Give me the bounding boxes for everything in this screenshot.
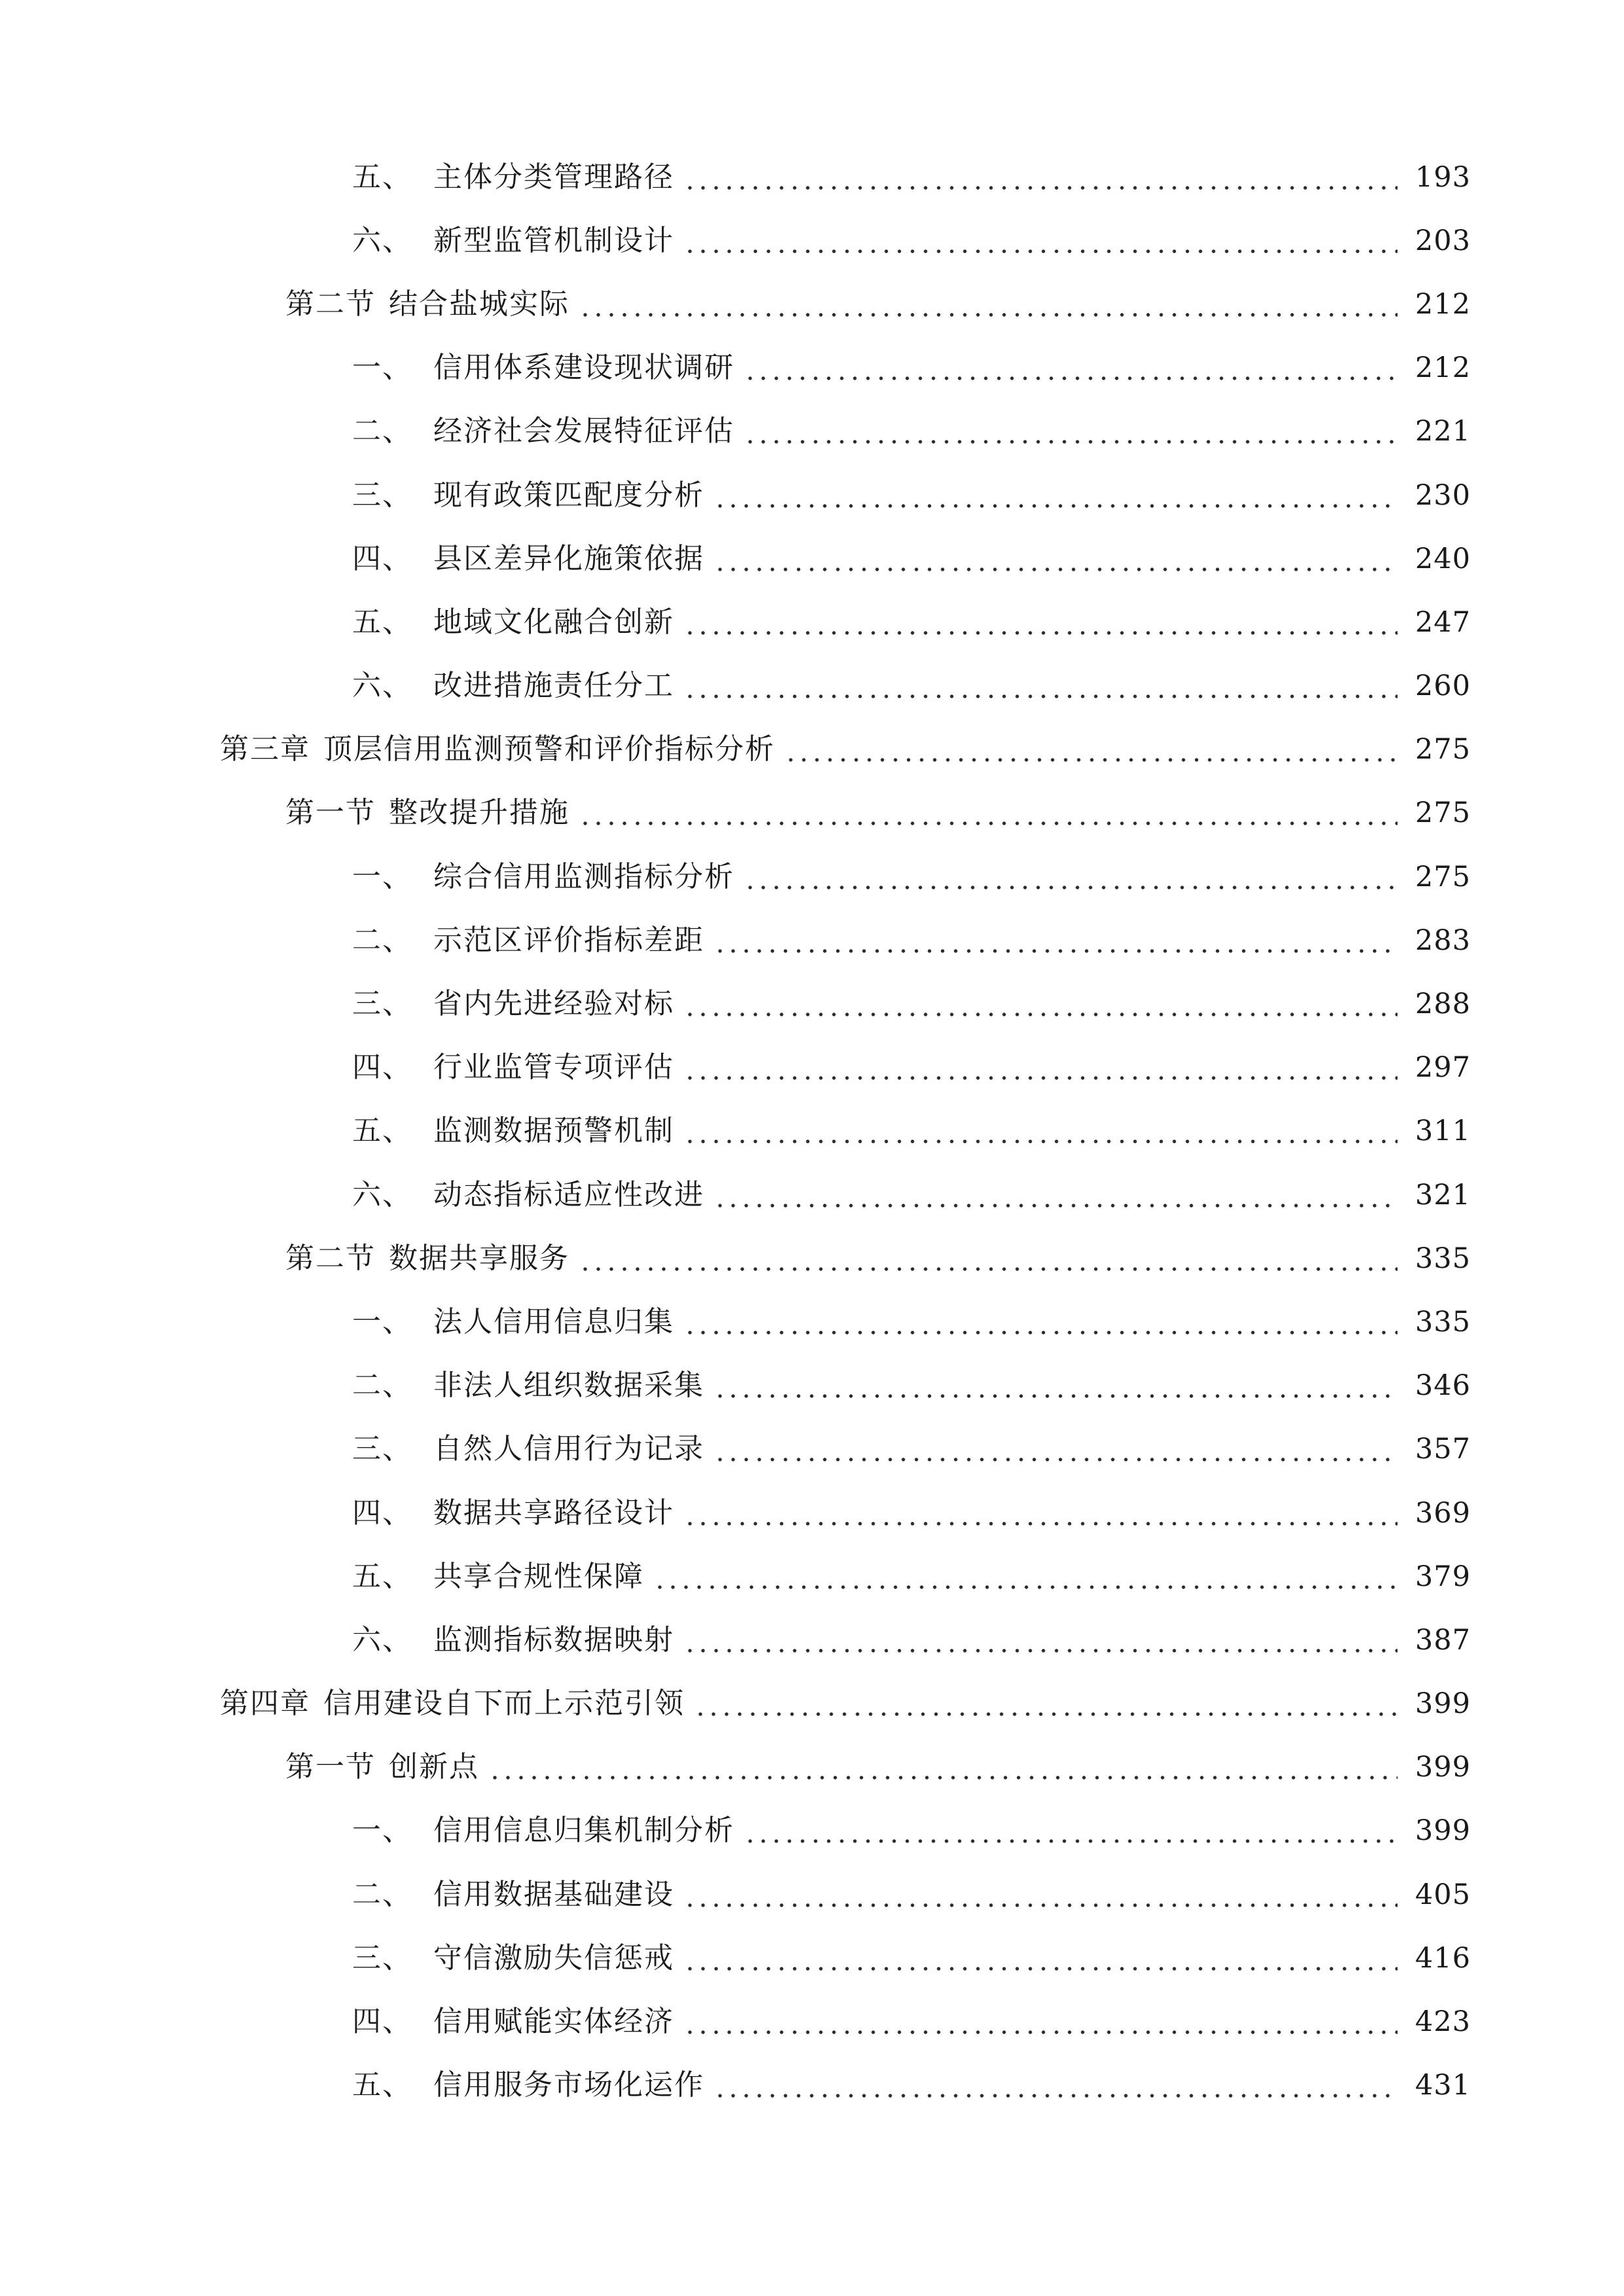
toc-entry-number: 第二节 [285,287,376,321]
toc-entry-title: 自然人信用行为记录 [433,1432,704,1466]
toc-dot-leader [683,158,1398,197]
toc-entry-label [352,1557,644,1596]
toc-dot-leader [744,857,1398,897]
toc-entry-label [352,2002,674,2041]
toc-entry-number: 三、 [352,987,412,1021]
toc-entry-number: 第二节 [285,1241,376,1275]
toc-entry-title: 非法人组织数据采集 [433,1369,704,1403]
toc-page-number: 379 [1415,1560,1471,1593]
toc-entry[interactable] [0,400,1624,463]
toc-dot-leader [579,1239,1398,1278]
toc-entry[interactable] [0,1227,1624,1290]
toc-entry-title: 监测指标数据映射 [433,1623,674,1657]
toc-entry[interactable] [0,463,1624,527]
toc-entry-label [352,857,734,897]
toc-entry-number: 四、 [352,1496,412,1530]
toc-entry-label [352,984,674,1024]
toc-entry[interactable] [0,1863,1624,1926]
toc-entry[interactable] [0,527,1624,590]
toc-entry-title: 地域文化融合创新 [433,605,674,639]
toc-entry-number: 第三章 [220,732,310,766]
toc-page-number: 399 [1415,1687,1471,1721]
toc-entry-title: 动态指标适应性改进 [433,1177,704,1211]
toc-entry-label [352,1048,674,1087]
toc-entry-title: 县区差异化施策依据 [433,541,704,575]
toc-entry[interactable] [0,1990,1624,2053]
toc-entry[interactable] [0,1036,1624,1100]
toc-dot-leader [683,1939,1398,1978]
toc-entry-number: 第四章 [220,1687,310,1721]
toc-entry[interactable] [0,845,1624,908]
toc-entry-number: 六、 [352,1623,412,1657]
toc-dot-leader [683,984,1398,1024]
toc-entry-label [352,158,674,197]
toc-entry-title: 经济社会发展特征评估 [433,414,734,448]
toc-entry-label [220,730,775,769]
toc-entry-label [352,2066,704,2105]
toc-dot-leader [713,1429,1398,1469]
toc-entry[interactable] [0,1163,1624,1227]
toc-entry-label [352,1429,704,1469]
toc-entry[interactable] [0,336,1624,400]
toc-entry-label [352,1111,674,1151]
toc-page-number: 357 [1415,1433,1471,1466]
toc-entry[interactable] [0,655,1624,718]
toc-entry-title: 监测数据预警机制 [433,1114,674,1148]
toc-dot-leader [683,1621,1398,1660]
toc-page-number: 387 [1415,1623,1471,1657]
toc-entry-title: 法人信用信息归集 [433,1304,674,1338]
toc-entry[interactable] [0,908,1624,972]
toc-entry-title: 结合盐城实际 [389,287,569,321]
toc-entry[interactable] [0,1354,1624,1418]
toc-entry[interactable] [0,972,1624,1035]
toc-entry-label [285,1748,479,1787]
toc-entry-label [285,285,569,324]
toc-entry-title: 现有政策匹配度分析 [433,478,704,512]
toc-dot-leader [744,1811,1398,1850]
toc-page-number: 346 [1415,1369,1471,1403]
toc-entry-number: 一、 [352,1304,412,1338]
toc-entry-title: 信用服务市场化运作 [433,2068,704,2102]
toc-page-number: 230 [1415,478,1471,512]
toc-page-number: 423 [1415,2005,1471,2039]
toc-entry-number: 三、 [352,1432,412,1466]
toc-entry-number: 二、 [352,1369,412,1403]
toc-dot-leader [683,1494,1398,1533]
toc-dot-leader [579,793,1398,833]
toc-entry-title: 信用赋能实体经济 [433,2005,674,2039]
toc-entry-title: 整改提升措施 [389,796,569,830]
toc-entry-title: 顶层信用监测预警和评价指标分析 [323,732,775,766]
toc-entry-title: 新型监管机制设计 [433,223,674,257]
toc-entry-number: 二、 [352,414,412,448]
toc-entry-label [352,1875,674,1914]
toc-dot-leader [694,1684,1398,1723]
toc-entry-title: 示范区评价指标差距 [433,923,704,957]
toc-entry[interactable] [0,1290,1624,1354]
toc-page-number: 321 [1415,1178,1471,1211]
toc-dot-leader [653,1557,1398,1596]
toc-entry-label [352,221,674,260]
toc-entry-number: 四、 [352,541,412,575]
toc-dot-leader [683,666,1398,706]
toc-page-number: 335 [1415,1305,1471,1338]
toc-entry-title: 改进措施责任分工 [433,669,674,703]
toc-entry-label [285,793,569,833]
toc-page-number: 212 [1415,287,1471,321]
toc-page-number: 399 [1415,1751,1471,1784]
toc-page-number: 193 [1415,160,1471,194]
toc-entry-title: 信用数据基础建设 [433,1877,674,1911]
toc-page-number: 221 [1415,415,1471,448]
toc-page-number: 240 [1415,542,1471,575]
toc-entry-number: 三、 [352,1941,412,1975]
toc-entry-label [352,476,704,515]
toc-dot-leader [713,539,1398,579]
toc-page-number: 275 [1415,733,1471,766]
toc-page-number: 275 [1415,860,1471,893]
toc-entry-title: 省内先进经验对标 [433,987,674,1021]
toc-dot-leader [683,221,1398,260]
toc-entry[interactable] [0,781,1624,845]
toc-dot-leader [683,1302,1398,1342]
toc-dot-leader [683,1111,1398,1151]
toc-dot-leader [683,1875,1398,1914]
toc-entry-label [352,666,674,706]
toc-entry[interactable] [0,145,1624,209]
toc-entry-label [352,348,734,387]
toc-entry-number: 五、 [352,2068,412,2102]
toc-entry-label [352,921,704,960]
toc-page-number: 399 [1415,1814,1471,1848]
toc-page-number: 260 [1415,670,1471,703]
toc-entry-label [352,1494,674,1533]
toc-entry-label [352,1811,734,1850]
toc-entry-label [220,1684,685,1723]
toc-entry-number: 二、 [352,1877,412,1911]
toc-entry-title: 共享合规性保障 [433,1559,644,1593]
toc-dot-leader [713,1175,1398,1215]
toc-entry-label [352,412,734,451]
toc-entry[interactable] [0,272,1624,336]
toc-entry-label [285,1239,569,1278]
toc-entry-title: 信用信息归集机制分析 [433,1814,734,1848]
toc-entry-title: 主体分类管理路径 [433,160,674,194]
toc-entry[interactable] [0,1608,1624,1672]
toc-entry-label [352,603,674,642]
toc-page-number: 283 [1415,924,1471,957]
toc-dot-leader [713,921,1398,960]
toc-entry-title: 创新点 [389,1750,479,1784]
toc-entry-title: 信用建设自下而上示范引领 [323,1687,685,1721]
toc-entry[interactable] [0,590,1624,654]
toc-dot-leader [683,2002,1398,2041]
toc-entry[interactable] [0,1926,1624,1990]
toc-page-number: 288 [1415,988,1471,1021]
toc-entry[interactable] [0,1100,1624,1163]
toc-dot-leader [488,1748,1398,1787]
toc-entry-label [352,539,704,579]
toc-entry-title: 守信激励失信惩戒 [433,1941,674,1975]
toc-page-number: 212 [1415,351,1471,385]
toc-entry[interactable] [0,718,1624,781]
toc-entry-number: 一、 [352,1814,412,1848]
toc-dot-leader [683,1048,1398,1087]
toc-entry-number: 第一节 [285,796,376,830]
toc-page-number: 335 [1415,1242,1471,1275]
toc-entry[interactable] [0,1545,1624,1608]
toc-page-number: 247 [1415,605,1471,639]
toc-entry-number: 三、 [352,478,412,512]
toc-entry-label [352,1939,674,1978]
toc-page-number: 431 [1415,2069,1471,2102]
toc-page-number: 275 [1415,797,1471,830]
toc-entry-number: 一、 [352,351,412,385]
toc-dot-leader [683,603,1398,642]
toc-entry-number: 六、 [352,1177,412,1211]
toc-entry-label [352,1366,704,1405]
toc-entry-number: 二、 [352,923,412,957]
toc-entry-title: 数据共享服务 [389,1241,569,1275]
toc-entry-number: 一、 [352,859,412,893]
toc-entry-label [352,1302,674,1342]
toc-entry[interactable] [0,209,1624,272]
toc-dot-leader [713,476,1398,515]
toc-page-number: 416 [1415,1941,1471,1975]
toc-dot-leader [579,285,1398,324]
toc-entry-title: 综合信用监测指标分析 [433,859,734,893]
toc-entry[interactable] [0,1736,1624,1799]
toc-entry-number: 第一节 [285,1750,376,1784]
toc-entry-number: 四、 [352,1050,412,1085]
toc-dot-leader [744,412,1398,451]
toc-page-number: 405 [1415,1878,1471,1911]
toc-page-number: 297 [1415,1051,1471,1085]
toc-entry-title: 数据共享路径设计 [433,1496,674,1530]
toc-entry-number: 五、 [352,1114,412,1148]
toc-dot-leader [744,348,1398,387]
toc-entry-title: 信用体系建设现状调研 [433,351,734,385]
toc-entry[interactable] [0,1672,1624,1736]
table-of-contents [0,145,1624,2117]
toc-entry-number: 六、 [352,669,412,703]
toc-entry-title: 行业监管专项评估 [433,1050,674,1085]
toc-dot-leader [784,730,1398,769]
toc-entry-number: 五、 [352,605,412,639]
toc-page-number: 203 [1415,224,1471,257]
toc-entry-number: 五、 [352,160,412,194]
toc-dot-leader [713,2066,1398,2105]
toc-entry[interactable] [0,1799,1624,1863]
toc-entry-number: 四、 [352,2005,412,2039]
toc-entry[interactable] [0,2054,1624,2117]
toc-entry[interactable] [0,1418,1624,1481]
toc-entry-number: 五、 [352,1559,412,1593]
toc-entry[interactable] [0,1481,1624,1545]
toc-entry-label [352,1621,674,1660]
toc-dot-leader [713,1366,1398,1405]
toc-entry-number: 六、 [352,223,412,257]
toc-page-number: 369 [1415,1496,1471,1530]
toc-entry-label [352,1175,704,1215]
toc-page-number: 311 [1415,1115,1471,1148]
